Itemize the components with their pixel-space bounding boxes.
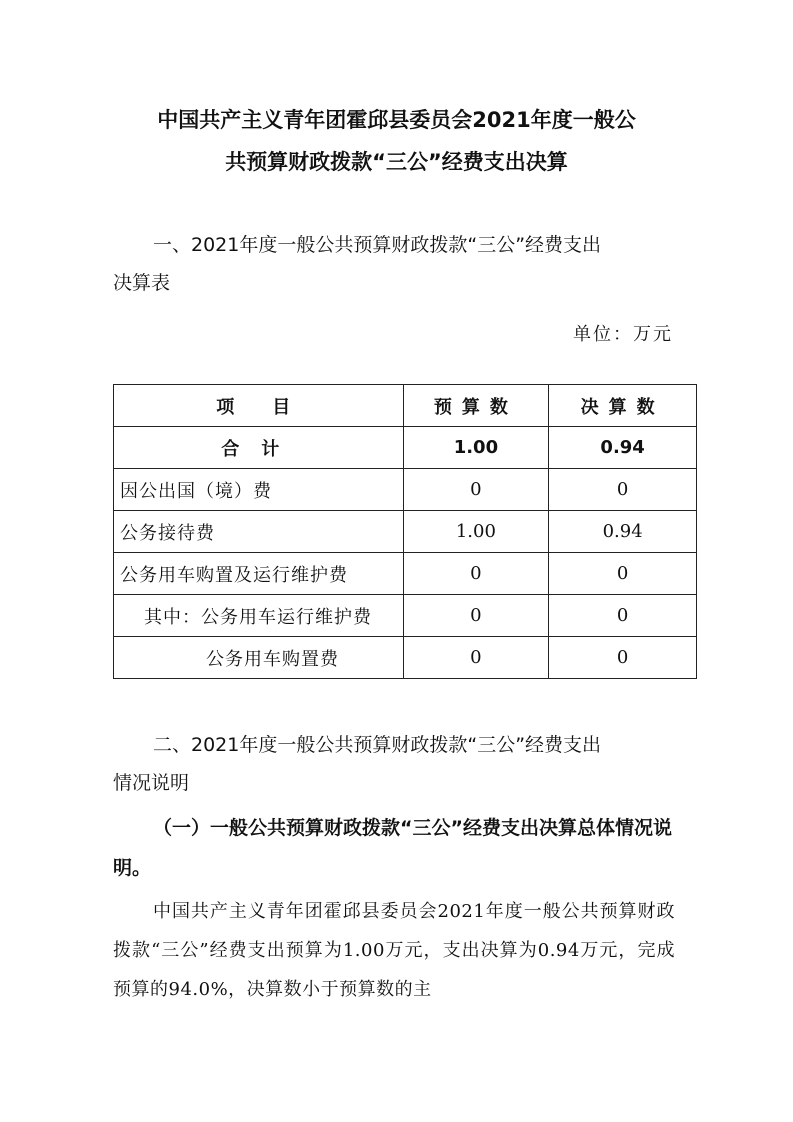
table-row [114, 511, 697, 553]
row-final: 0.94 [549, 511, 697, 553]
row-label: 因公出国（境）费 [114, 469, 404, 511]
row-budget: 0 [403, 469, 549, 511]
table-row [114, 469, 697, 511]
table-total-row [114, 427, 697, 469]
section2-heading-line1: 二、2021年度一般公共预算财政拨款“三公”经费支出 [153, 734, 602, 756]
row-label: 公务接待费 [114, 511, 404, 553]
header-budget: 预算数 [403, 385, 549, 427]
section2-heading [113, 726, 673, 802]
row-final: 0 [549, 469, 697, 511]
row-budget: 0 [403, 595, 549, 637]
budget-table [113, 384, 697, 679]
row-final: 0 [549, 637, 697, 679]
row-label: 公务用车购置及运行维护费 [114, 553, 404, 595]
header-final: 决算数 [549, 385, 697, 427]
section1-heading-line2: 决算表 [113, 272, 171, 294]
row-budget: 1.00 [403, 511, 549, 553]
row-final: 0 [549, 595, 697, 637]
section2-subheading: （一）一般公共预算财政拨款“三公”经费支出决算总体情况说明。 [113, 817, 672, 879]
row-label: 其中：公务用车运行维护费 [114, 595, 404, 637]
section1-heading [113, 226, 673, 302]
unit-label: 单位：万元 [573, 324, 673, 345]
total-final: 0.94 [549, 427, 697, 469]
section1-heading-line1: 一、2021年度一般公共预算财政拨款“三公”经费支出 [153, 234, 602, 256]
table-row [114, 553, 697, 595]
row-label: 公务用车购置费 [114, 637, 404, 679]
page-title [100, 99, 693, 183]
table-row [114, 637, 697, 679]
header-item: 项 目 [114, 385, 404, 427]
page-title-line1: 中国共产主义青年团霍邱县委员会2021年度一般公 [157, 108, 636, 132]
section2-heading-line2: 情况说明 [113, 772, 190, 794]
total-budget: 1.00 [403, 427, 549, 469]
row-budget: 0 [403, 637, 549, 679]
table-row [114, 595, 697, 637]
row-final: 0 [549, 553, 697, 595]
total-label: 合计 [114, 427, 404, 469]
page-title-line2: 共预算财政拨款“三公”经费支出决算 [225, 150, 568, 174]
table-header-row [114, 385, 697, 427]
row-budget: 0 [403, 553, 549, 595]
section2-paragraph: 中国共产主义青年团霍邱县委员会2021年度一般公共预算财政拨款“三公”经费支出预算为1.00万元，支出决算为0.94万元，完成预算的94.0%，决算数小于预算数的主 [113, 901, 675, 1000]
